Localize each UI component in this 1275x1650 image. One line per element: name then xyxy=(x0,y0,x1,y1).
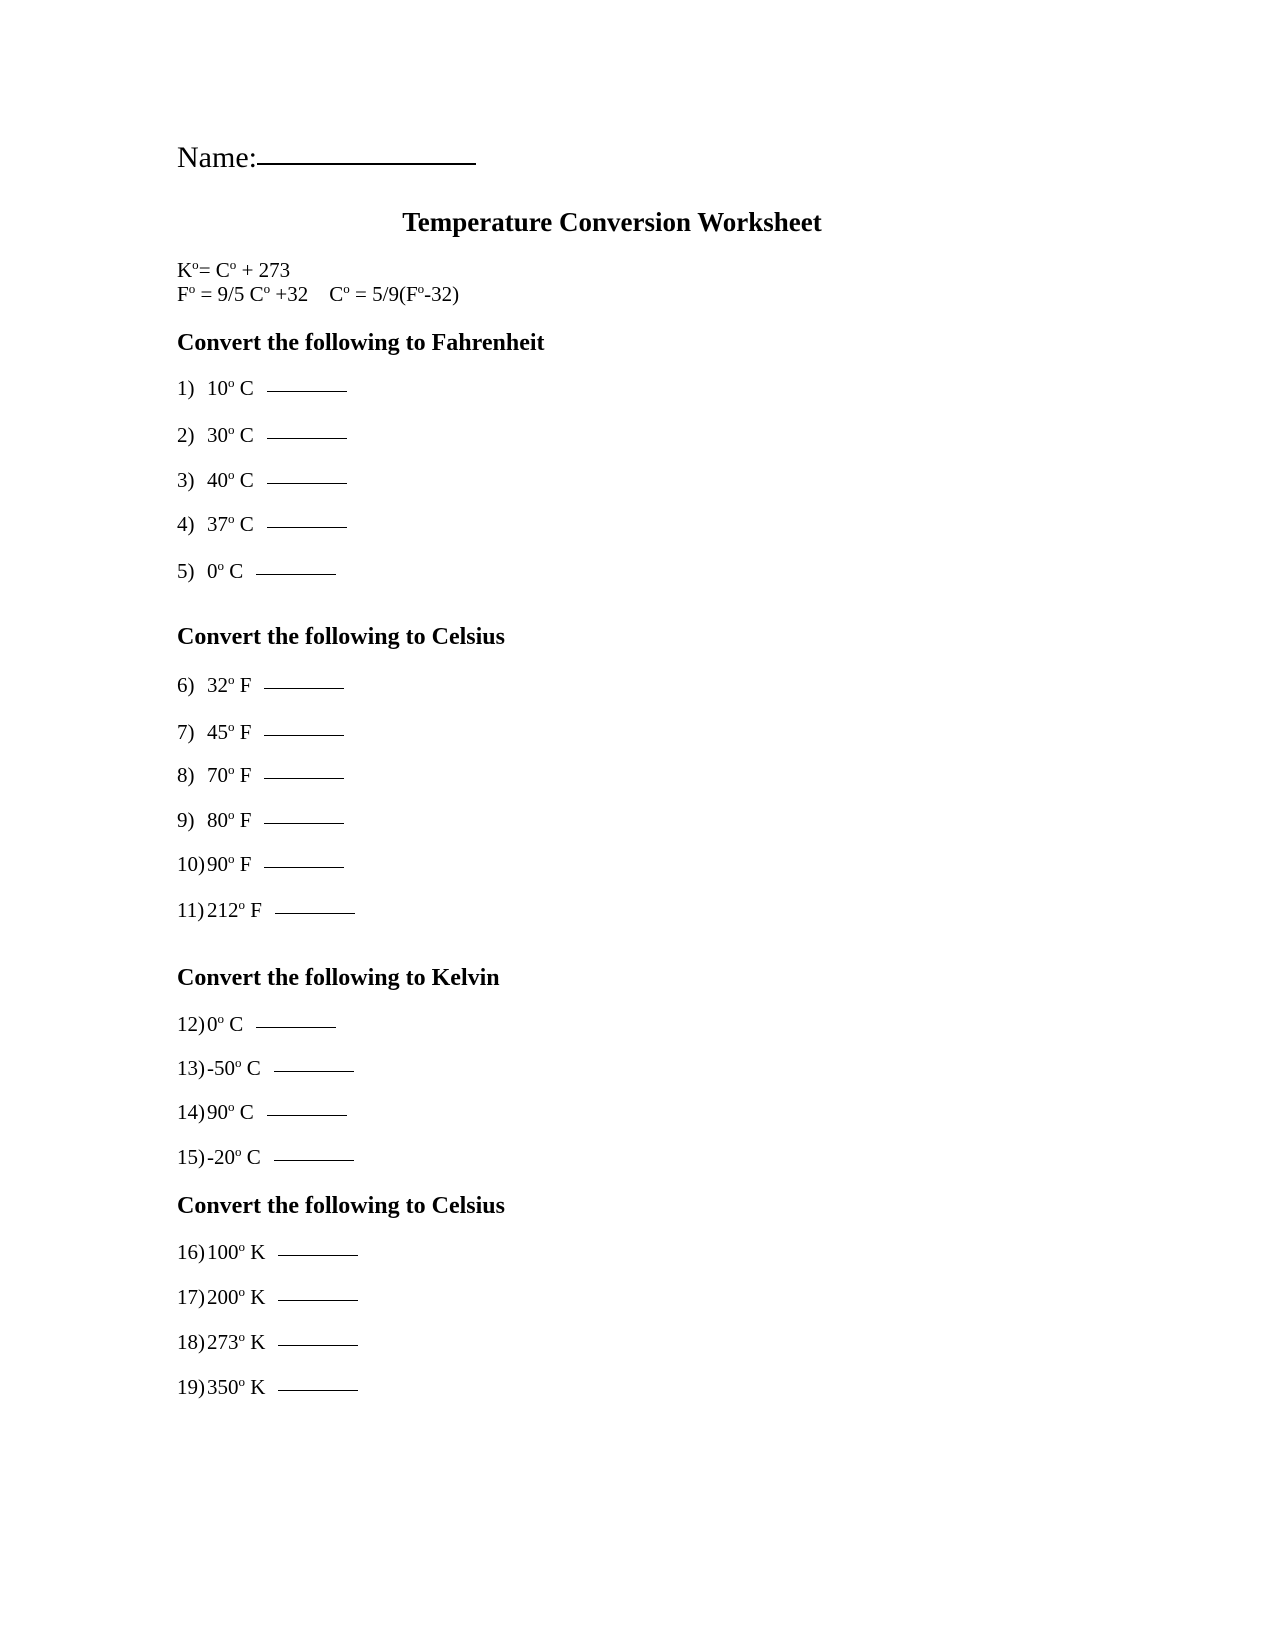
question-value: 37$^o$ C xyxy=(207,511,254,536)
section-heading: Convert the following to Fahrenheit xyxy=(177,330,545,356)
question-number: 19) xyxy=(177,1375,205,1399)
question-value: 273$^o$ K xyxy=(207,1329,266,1354)
question-value: 45$^o$ F xyxy=(207,719,252,744)
question-number: 17) xyxy=(177,1285,205,1309)
answer-blank[interactable] xyxy=(267,483,347,484)
answer-blank[interactable] xyxy=(264,867,344,868)
question-value: -20$^o$ C xyxy=(207,1144,261,1169)
name-label: Name: xyxy=(177,141,257,174)
question-number: 6) xyxy=(177,673,195,697)
question-row xyxy=(177,673,344,697)
formula-kelvin: $K^o= C^o + 273$ xyxy=(177,257,291,282)
question-number: 1) xyxy=(177,376,195,400)
answer-blank[interactable] xyxy=(256,1027,336,1028)
question-value: 10$^o$ C xyxy=(207,375,254,400)
question-row xyxy=(177,1145,354,1169)
question-row xyxy=(177,512,347,536)
answer-blank[interactable] xyxy=(275,913,355,914)
section-heading: Convert the following to Celsius xyxy=(177,624,505,650)
question-number: 5) xyxy=(177,559,195,583)
question-number: 15) xyxy=(177,1145,205,1169)
section-heading: Convert the following to Kelvin xyxy=(177,965,500,991)
question-row xyxy=(177,376,347,400)
answer-blank[interactable] xyxy=(256,574,336,575)
answer-blank[interactable] xyxy=(278,1345,358,1346)
question-value: 0$^o$ C xyxy=(207,558,244,583)
answer-blank[interactable] xyxy=(267,527,347,528)
question-row xyxy=(177,468,347,492)
question-value: 40$^o$ C xyxy=(207,467,254,492)
question-number: 11) xyxy=(177,898,205,922)
formula-fahrenheit-celsius: $F^o = 9/5$ $C^o +32$ $C^o = 5/9(F^o-32)$ xyxy=(177,281,460,306)
question-row xyxy=(177,1240,358,1264)
question-value: 100$^o$ K xyxy=(207,1239,266,1264)
question-value: 30$^o$ C xyxy=(207,422,254,447)
question-number: 13) xyxy=(177,1056,205,1080)
question-row xyxy=(177,808,344,832)
question-row xyxy=(177,898,355,922)
question-row xyxy=(177,423,347,447)
question-value: 350$^o$ K xyxy=(207,1374,266,1399)
question-value: 90$^o$ C xyxy=(207,1099,254,1124)
question-value: 200$^o$ K xyxy=(207,1284,266,1309)
question-row xyxy=(177,1285,358,1309)
question-number: 4) xyxy=(177,512,195,536)
section-heading: Convert the following to Celsius xyxy=(177,1193,505,1219)
answer-blank[interactable] xyxy=(264,688,344,689)
answer-blank[interactable] xyxy=(264,823,344,824)
question-value: 80$^o$ F xyxy=(207,807,252,832)
answer-blank[interactable] xyxy=(264,735,344,736)
question-value: 212$^o$ F xyxy=(207,897,262,922)
question-number: 12) xyxy=(177,1012,205,1036)
question-number: 10) xyxy=(177,852,205,876)
question-number: 3) xyxy=(177,468,195,492)
answer-blank[interactable] xyxy=(278,1300,358,1301)
question-number: 16) xyxy=(177,1240,205,1264)
answer-blank[interactable] xyxy=(267,438,347,439)
answer-blank[interactable] xyxy=(274,1160,354,1161)
formula-block xyxy=(177,258,459,306)
question-row xyxy=(177,559,336,583)
question-value: 90$^o$ F xyxy=(207,851,252,876)
answer-blank[interactable] xyxy=(267,391,347,392)
question-number: 8) xyxy=(177,763,195,787)
name-field-row xyxy=(177,141,476,175)
question-row xyxy=(177,1100,347,1124)
question-value: 70$^o$ F xyxy=(207,762,252,787)
answer-blank[interactable] xyxy=(274,1071,354,1072)
question-row xyxy=(177,852,344,876)
question-value: 32$^o$ F xyxy=(207,672,252,697)
page-title: Temperature Conversion Worksheet xyxy=(402,207,822,237)
answer-blank[interactable] xyxy=(278,1390,358,1391)
question-row xyxy=(177,1375,358,1399)
answer-blank[interactable] xyxy=(267,1115,347,1116)
question-number: 7) xyxy=(177,720,195,744)
answer-blank[interactable] xyxy=(264,778,344,779)
question-value: -50$^o$ C xyxy=(207,1055,261,1080)
question-number: 2) xyxy=(177,423,195,447)
question-row xyxy=(177,1330,358,1354)
question-row xyxy=(177,1056,354,1080)
question-number: 18) xyxy=(177,1330,205,1354)
answer-blank[interactable] xyxy=(278,1255,358,1256)
question-row xyxy=(177,720,344,744)
question-number: 14) xyxy=(177,1100,205,1124)
name-blank-line[interactable] xyxy=(257,163,476,165)
question-row xyxy=(177,1012,336,1036)
question-row xyxy=(177,763,344,787)
question-value: 0$^o$ C xyxy=(207,1011,244,1036)
question-number: 9) xyxy=(177,808,195,832)
